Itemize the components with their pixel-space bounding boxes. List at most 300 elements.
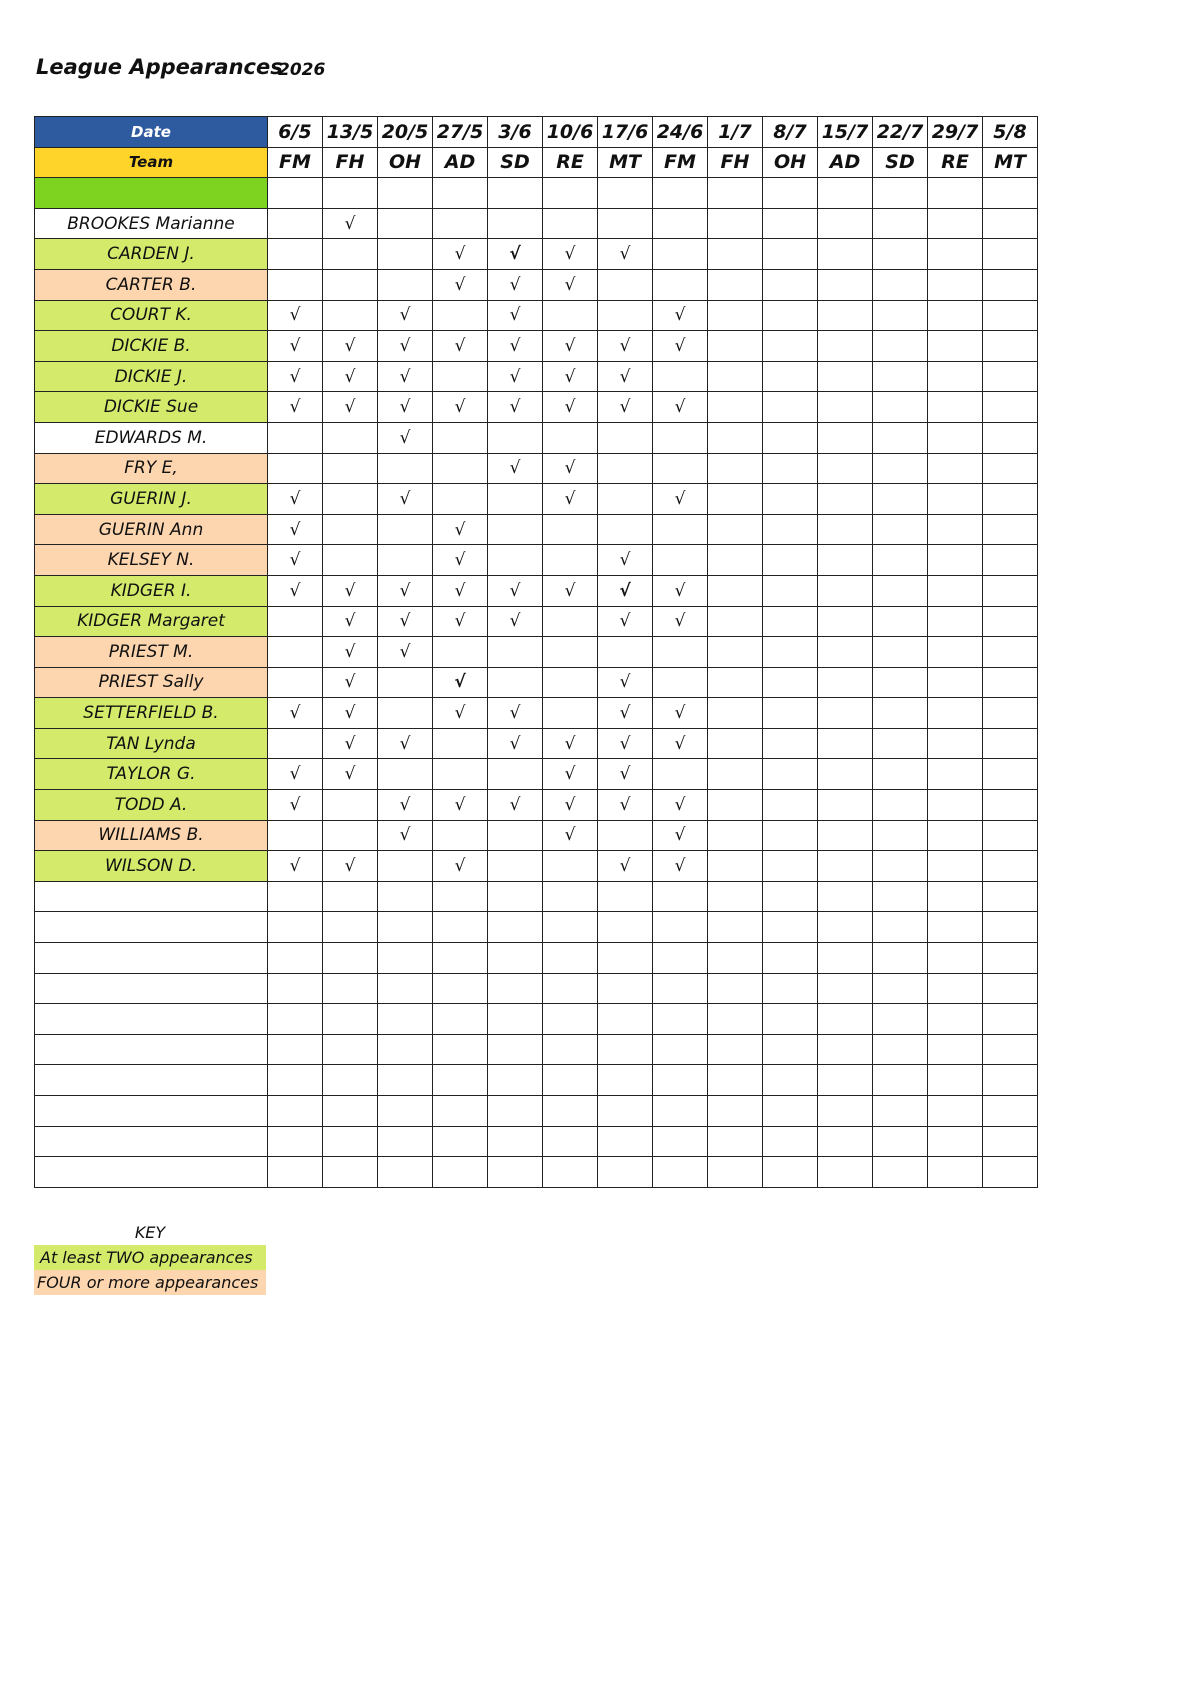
appearance-cell [598,820,653,851]
player-name: TAN Lynda [35,728,268,759]
empty-cell [543,943,598,974]
check-mark: √ [454,672,466,693]
appearance-cell [873,300,928,331]
check-mark: √ [454,244,466,265]
appearance-cell [268,331,323,362]
empty-cell [433,1126,488,1157]
check-mark: √ [289,550,301,571]
check-mark: √ [344,856,356,877]
appearance-cell [323,667,378,698]
check-mark: √ [454,794,466,815]
appearance-cell [653,575,708,606]
appearance-cell [983,300,1038,331]
empty-cell [378,881,433,912]
appearance-cell [873,331,928,362]
appearance-cell [433,514,488,545]
empty-cell [323,912,378,943]
empty-cell [983,1157,1038,1188]
empty-row [35,1096,1038,1127]
date-header-cell: 27/5 [433,117,488,148]
appearance-cell [983,269,1038,300]
check-mark: √ [509,335,521,356]
blank-header-cell [653,178,708,209]
appearance-cell [433,208,488,239]
check-mark: √ [399,366,411,387]
empty-cell [708,912,763,943]
appearance-cell [873,239,928,270]
blank-header-cell [983,178,1038,209]
appearance-cell [928,728,983,759]
date-header-cell: 15/7 [818,117,873,148]
empty-name-cell [35,912,268,943]
empty-cell [268,1157,323,1188]
empty-cell [323,881,378,912]
empty-cell [433,1004,488,1035]
date-header-cell: 13/5 [323,117,378,148]
appearance-cell [323,514,378,545]
appearance-cell [708,422,763,453]
empty-cell [378,1004,433,1035]
check-mark: √ [619,397,631,418]
empty-name-cell [35,1034,268,1065]
appearance-cell [433,820,488,851]
player-name: KIDGER Margaret [35,606,268,637]
appearance-cell [488,575,543,606]
table-row [35,422,1038,453]
table-row [35,575,1038,606]
appearance-cell [873,790,928,821]
appearance-cell [543,331,598,362]
appearance-cell [983,790,1038,821]
appearance-cell [433,637,488,668]
appearance-cell [928,698,983,729]
season-year: 2026 [278,60,326,80]
empty-cell [873,1126,928,1157]
appearance-cell [433,239,488,270]
check-mark: √ [454,580,466,601]
appearance-cell [708,514,763,545]
appearance-cell [928,361,983,392]
appearance-cell [543,208,598,239]
empty-cell [543,1065,598,1096]
player-name: DICKIE B. [35,331,268,362]
appearance-cell [433,484,488,515]
appearance-cell [598,698,653,729]
appearance-cell [653,545,708,576]
check-mark: √ [674,488,686,509]
check-mark: √ [619,733,631,754]
date-header-cell: 8/7 [763,117,818,148]
appearance-cell [983,422,1038,453]
appearance-cell [983,331,1038,362]
empty-cell [488,943,543,974]
check-mark: √ [509,703,521,724]
table-row [35,453,1038,484]
empty-name-cell [35,943,268,974]
empty-cell [653,973,708,1004]
appearance-cell [433,422,488,453]
appearance-cell [433,728,488,759]
empty-cell [598,1157,653,1188]
appearance-cell [378,637,433,668]
table-row [35,484,1038,515]
empty-cell [653,1065,708,1096]
check-mark: √ [619,335,631,356]
appearance-cell [433,331,488,362]
empty-cell [653,1096,708,1127]
player-name: WILSON D. [35,851,268,882]
appearance-cell [708,239,763,270]
appearance-cell [268,361,323,392]
appearance-cell [598,851,653,882]
check-mark: √ [454,274,466,295]
appearance-cell [873,728,928,759]
appearance-cell [928,392,983,423]
empty-cell [543,1034,598,1065]
check-mark: √ [619,672,631,693]
appearance-cell [928,208,983,239]
team-header-cell: OH [378,147,433,178]
check-mark: √ [344,733,356,754]
appearance-cell [653,790,708,821]
appearance-cell [488,545,543,576]
empty-cell [818,943,873,974]
empty-cell [818,1034,873,1065]
check-mark: √ [674,305,686,326]
appearance-cell [818,790,873,821]
appearance-cell [928,851,983,882]
check-mark: √ [564,825,576,846]
appearance-cell [763,331,818,362]
empty-name-cell [35,881,268,912]
appearance-cell [323,759,378,790]
appearance-cell [378,759,433,790]
empty-cell [928,1096,983,1127]
check-mark: √ [399,427,411,448]
appearance-cell [268,759,323,790]
appearance-cell [268,667,323,698]
appearance-cell [323,851,378,882]
check-mark: √ [289,580,301,601]
appearance-cell [653,637,708,668]
table-row [35,361,1038,392]
appearance-cell [433,759,488,790]
appearance-cell [488,637,543,668]
table-row [35,637,1038,668]
appearance-cell [378,728,433,759]
appearance-cell [928,514,983,545]
empty-name-cell [35,973,268,1004]
empty-row [35,881,1038,912]
empty-cell [488,1157,543,1188]
empty-cell [653,1157,708,1188]
appearance-cell [983,239,1038,270]
appearance-cell [708,851,763,882]
check-mark: √ [564,397,576,418]
empty-cell [378,1126,433,1157]
check-mark: √ [399,580,411,601]
player-name: PRIEST M. [35,637,268,668]
appearance-cell [433,545,488,576]
empty-cell [983,973,1038,1004]
player-name: TAYLOR G. [35,759,268,790]
appearance-cell [708,392,763,423]
appearance-cell [488,392,543,423]
empty-name-cell [35,1126,268,1157]
player-name: FRY E, [35,453,268,484]
appearance-cell [323,208,378,239]
empty-cell [433,1096,488,1127]
appearance-cell [598,545,653,576]
check-mark: √ [289,856,301,877]
appearance-cell [763,269,818,300]
check-mark: √ [289,366,301,387]
check-mark: √ [674,825,686,846]
empty-cell [378,1034,433,1065]
appearance-cell [653,361,708,392]
appearance-cell [983,361,1038,392]
appearance-cell [928,667,983,698]
empty-cell [268,881,323,912]
appearance-cell [708,606,763,637]
appearance-cell [928,453,983,484]
player-name: KIDGER I. [35,575,268,606]
empty-cell [763,1004,818,1035]
appearance-cell [488,606,543,637]
player-name: SETTERFIELD B. [35,698,268,729]
empty-cell [378,1157,433,1188]
empty-cell [708,1004,763,1035]
date-header-cell: 1/7 [708,117,763,148]
empty-cell [543,973,598,1004]
empty-cell [708,1096,763,1127]
empty-cell [763,1065,818,1096]
appearance-cell [763,422,818,453]
check-mark: √ [509,580,521,601]
appearance-cell [378,208,433,239]
empty-name-cell [35,1157,268,1188]
appearance-cell [653,269,708,300]
empty-cell [598,912,653,943]
empty-cell [598,1004,653,1035]
appearance-cell [598,208,653,239]
appearance-cell [378,514,433,545]
empty-cell [653,1034,708,1065]
appearance-cell [543,820,598,851]
table-row [35,851,1038,882]
appearance-cell [983,208,1038,239]
appearance-cell [433,392,488,423]
appearance-cell [928,790,983,821]
appearance-cell [433,667,488,698]
team-header-cell: OH [763,147,818,178]
appearance-cell [653,300,708,331]
empty-row [35,943,1038,974]
appearance-cell [378,484,433,515]
blank-header-cell [433,178,488,209]
appearance-cell [488,269,543,300]
player-name: EDWARDS M. [35,422,268,453]
appearance-cell [928,269,983,300]
date-header-cell: 24/6 [653,117,708,148]
team-header-cell: MT [983,147,1038,178]
empty-cell [488,912,543,943]
appearance-cell [928,239,983,270]
empty-cell [433,973,488,1004]
appearance-cell [763,851,818,882]
empty-cell [928,1157,983,1188]
appearance-cell [763,208,818,239]
appearance-cell [653,606,708,637]
team-header-cell: FH [323,147,378,178]
check-mark: √ [399,305,411,326]
appearance-cell [983,851,1038,882]
empty-cell [433,1034,488,1065]
blank-header-cell [378,178,433,209]
appearance-cell [378,361,433,392]
appearance-cell [323,575,378,606]
appearance-cell [928,637,983,668]
check-mark: √ [564,274,576,295]
key-title: KEY [134,1223,166,1242]
appearance-cell [323,239,378,270]
appearance-cell [543,637,598,668]
appearance-cell [433,790,488,821]
empty-cell [873,881,928,912]
appearance-cell [873,545,928,576]
team-header-cell: FM [268,147,323,178]
table-row [35,239,1038,270]
appearance-cell [708,269,763,300]
appearance-cell [928,422,983,453]
player-name: DICKIE J. [35,361,268,392]
empty-cell [488,881,543,912]
appearance-cell [653,759,708,790]
appearance-cell [928,759,983,790]
appearance-cell [268,728,323,759]
table-row [35,392,1038,423]
team-header-cell: FH [708,147,763,178]
check-mark: √ [619,856,631,877]
appearance-cell [488,759,543,790]
appearance-cell [323,422,378,453]
check-mark: √ [619,703,631,724]
appearance-cell [983,484,1038,515]
appearance-cell [708,208,763,239]
check-mark: √ [564,366,576,387]
appearance-cell [488,331,543,362]
empty-cell [873,973,928,1004]
empty-cell [818,1096,873,1127]
appearance-cell [598,422,653,453]
appearance-cell [378,269,433,300]
appearance-cell [983,575,1038,606]
empty-cell [708,1126,763,1157]
empty-cell [928,912,983,943]
empty-cell [928,1004,983,1035]
appearance-cell [323,361,378,392]
appearance-cell [598,361,653,392]
appearance-cell [983,637,1038,668]
page-title: League Appearances [36,55,283,79]
empty-cell [433,943,488,974]
date-header-label: Date [35,117,268,148]
empty-cell [378,943,433,974]
appearance-cell [488,667,543,698]
check-mark: √ [289,305,301,326]
empty-cell [653,943,708,974]
appearance-cell [268,239,323,270]
appearance-cell [433,698,488,729]
check-mark: √ [399,825,411,846]
check-mark: √ [619,244,631,265]
blank-header-label [35,178,268,209]
table-row [35,698,1038,729]
empty-cell [708,1065,763,1096]
empty-cell [543,1004,598,1035]
appearance-cell [598,453,653,484]
empty-cell [818,1004,873,1035]
blank-header-cell [818,178,873,209]
empty-cell [323,1157,378,1188]
appearance-cell [653,392,708,423]
blank-header-cell [928,178,983,209]
empty-row [35,973,1038,1004]
player-name: GUERIN Ann [35,514,268,545]
check-mark: √ [344,764,356,785]
table-row [35,667,1038,698]
appearance-cell [543,300,598,331]
appearance-cell [873,453,928,484]
appearance-cell [378,453,433,484]
appearance-cell [763,698,818,729]
appearance-cell [818,300,873,331]
date-header-cell: 6/5 [268,117,323,148]
appearance-cell [488,851,543,882]
appearance-cell [653,331,708,362]
check-mark: √ [454,335,466,356]
check-mark: √ [399,794,411,815]
appearance-cell [488,300,543,331]
empty-cell [268,912,323,943]
appearance-cell [598,606,653,637]
player-name: GUERIN J. [35,484,268,515]
appearance-cell [433,575,488,606]
appearance-cell [543,484,598,515]
appearance-cell [268,790,323,821]
appearance-cell [543,790,598,821]
appearance-cell [983,514,1038,545]
date-header-cell: 10/6 [543,117,598,148]
empty-cell [488,973,543,1004]
empty-row [35,1034,1038,1065]
player-name: CARTER B. [35,269,268,300]
appearance-cell [873,392,928,423]
empty-cell [268,1065,323,1096]
appearance-cell [323,728,378,759]
appearance-cell [928,545,983,576]
appearance-cell [983,698,1038,729]
appearance-cell [708,667,763,698]
empty-cell [763,973,818,1004]
empty-cell [488,1065,543,1096]
appearance-cell [433,851,488,882]
empty-cell [708,881,763,912]
appearance-cell [598,484,653,515]
appearance-cell [708,790,763,821]
date-header-cell: 29/7 [928,117,983,148]
empty-cell [873,1157,928,1188]
